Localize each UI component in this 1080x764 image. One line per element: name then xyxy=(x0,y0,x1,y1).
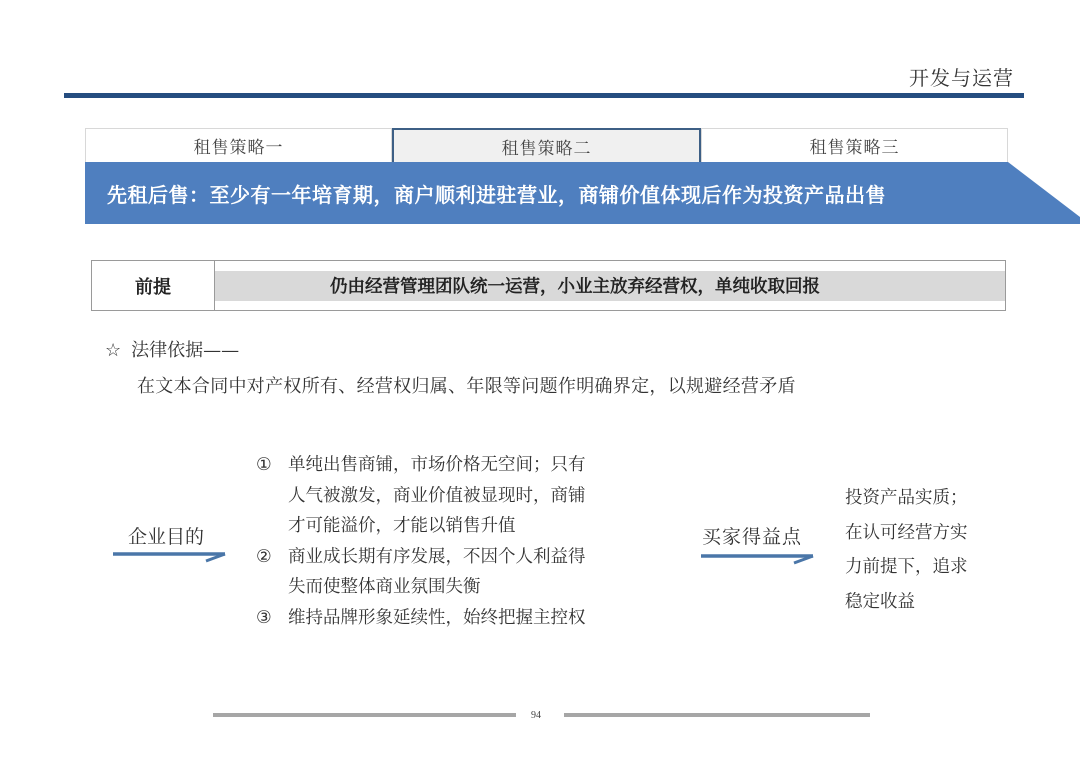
footer-divider-right xyxy=(564,713,870,717)
goal-line: 维持品牌形象延续性，始终把握主控权 xyxy=(288,607,586,628)
enterprise-goal-label: 企业目的 xyxy=(128,526,205,548)
footer-divider-left xyxy=(213,713,516,717)
tab-strategy-1[interactable]: 租售策略一 xyxy=(85,128,392,162)
section-title: 开发与运营 xyxy=(909,66,1014,90)
strategy-banner xyxy=(85,162,1080,224)
premise-content-cell xyxy=(215,261,1005,310)
star-icon: ☆ xyxy=(105,340,122,361)
buyer-line: 在认可经营方实 xyxy=(845,522,968,543)
premise-text: 仍由经营管理团队统一运营，小业主放弃经营权，单纯收取回报 xyxy=(215,271,1005,301)
buyer-line: 投资产品实质； xyxy=(845,488,968,508)
buyer-benefit-label: 买家得益点 xyxy=(702,526,803,548)
premise-box xyxy=(91,260,1006,311)
goal-line: 失而使整体商业氛围失衡 xyxy=(288,577,481,597)
goal-number: ③ xyxy=(256,607,272,628)
arrow-right-icon xyxy=(701,551,819,567)
goal-line: 人气被激发，商业价值被显现时，商铺 xyxy=(288,485,586,506)
goal-line: 才可能溢价，才能以销售升值 xyxy=(288,516,516,536)
legal-basis-body: 在文本合同中对产权所有、经营权归属、年限等问题作明确界定，以规避经营矛盾 xyxy=(137,376,796,397)
enterprise-goal-list xyxy=(256,450,586,633)
tab-strategy-3[interactable]: 租售策略三 xyxy=(701,128,1008,162)
goal-line: 商业成长期有序发展，不因个人利益得 xyxy=(288,546,586,567)
arrow-right-icon xyxy=(113,548,231,564)
legal-heading-text: 法律依据—— xyxy=(131,340,240,361)
goal-item xyxy=(256,603,586,634)
page-number: 94 xyxy=(531,710,541,721)
buyer-line: 力前提下，追求 xyxy=(845,557,968,577)
buyer-line: 稳定收益 xyxy=(845,591,915,612)
goal-number: ① xyxy=(256,455,272,475)
legal-basis-heading xyxy=(105,336,239,362)
header-rule xyxy=(64,93,1024,98)
buyer-benefit-text xyxy=(845,481,968,619)
goal-item xyxy=(256,542,586,603)
goal-item xyxy=(256,450,586,542)
tab-strategy-2[interactable]: 租售策略二 xyxy=(392,128,701,162)
goal-line: 单纯出售商铺，市场价格无空间；只有 xyxy=(288,455,586,475)
premise-label: 前提 xyxy=(92,261,215,310)
banner-text: 先租后售：至少有一年培育期，商户顺利进驻营业，商铺价值体现后作为投资产品出售 xyxy=(107,182,886,207)
goal-number: ② xyxy=(256,546,272,567)
strategy-tabs xyxy=(85,128,1008,162)
